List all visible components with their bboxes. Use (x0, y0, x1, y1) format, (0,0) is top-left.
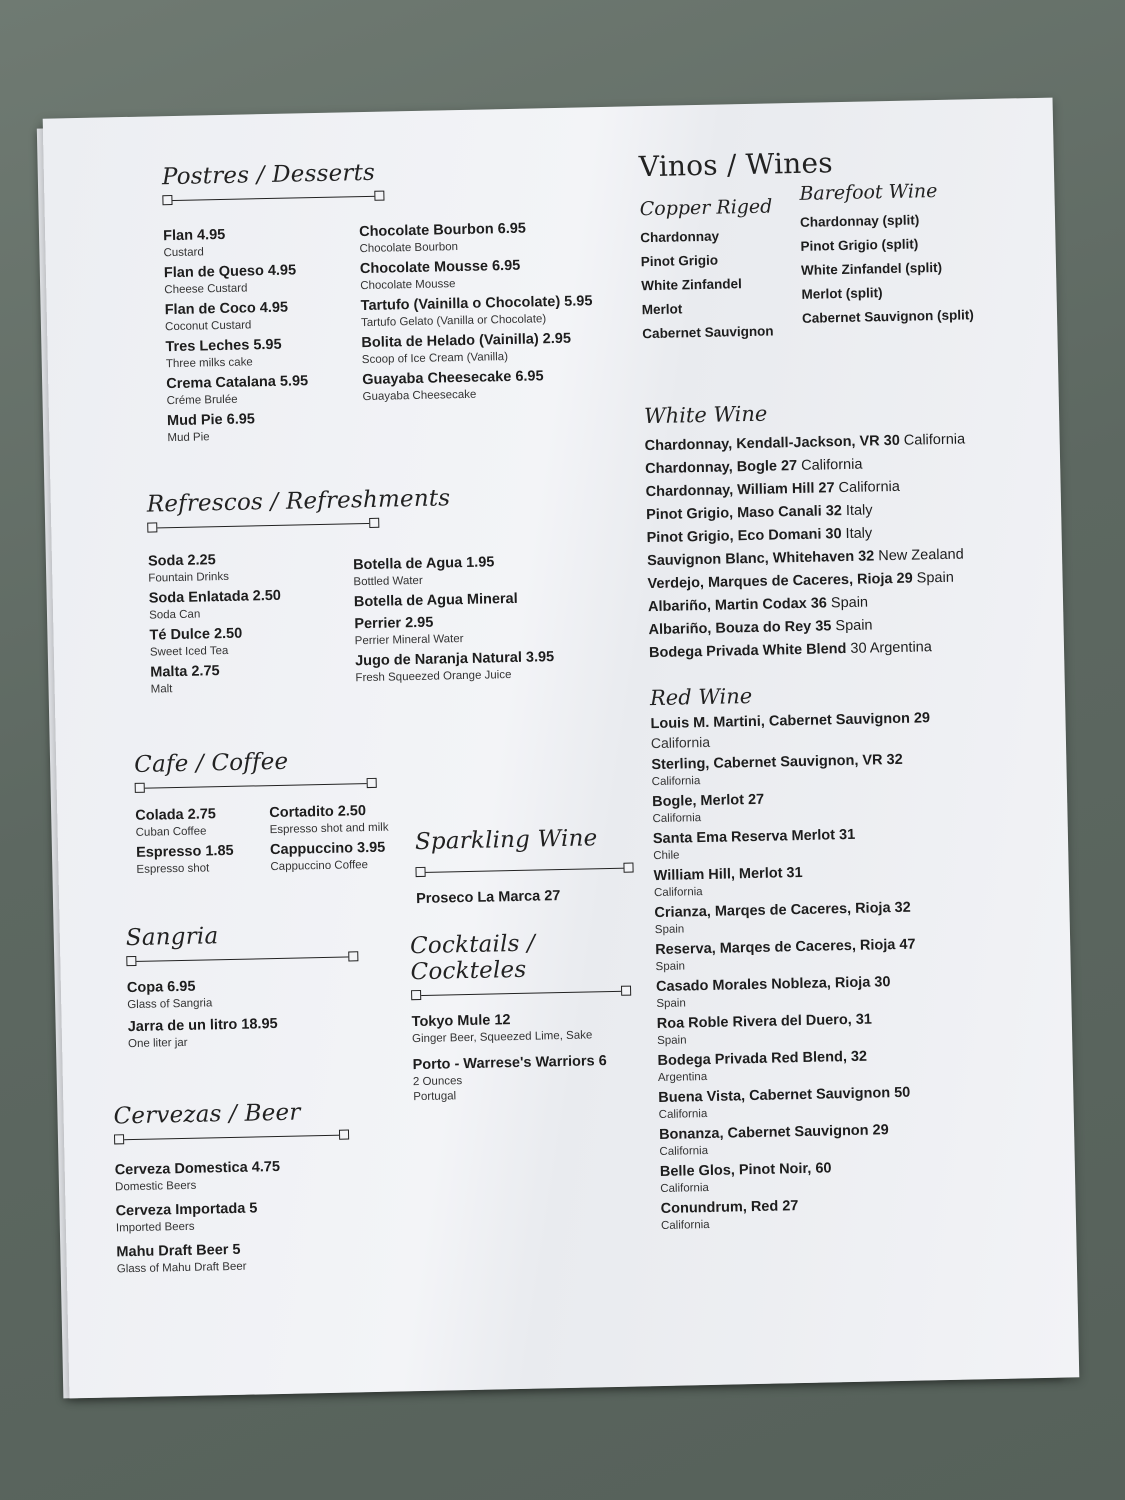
menu-item: Colada 2.75 Cuban Coffee (135, 806, 217, 839)
menu-item: Chocolate Bourbon 6.95 Chocolate Bourbon (358, 220, 527, 256)
wine-item: Bogle, Merlot 27 California (651, 791, 765, 826)
menu-item: Tokyo Mule 12 Ginger Beer, Squeezed Lime, Sake (411, 1012, 593, 1046)
wine-item: Cabernet Sauvignon (642, 323, 774, 342)
white-wine-heading: White Wine (643, 401, 768, 429)
wine-item: Crianza, Marqes de Caceres, Rioja 32 Spain (654, 899, 911, 937)
refreshments-right-column (353, 552, 596, 690)
menu-item: Malta 2.75 Malt (150, 663, 220, 696)
wine-item: Cabernet Sauvignon (split) (801, 307, 974, 326)
wine-item: Pinot Grigio, Maso Canali 32 Italy (645, 502, 873, 524)
sangria-section (126, 920, 379, 1056)
menu-item: Bolita de Helado (Vainilla) 2.95 Scoop of Ice Cream (Vanilla) (361, 330, 572, 367)
menu-item: Perrier 2.95 Perrier Mineral Water (354, 614, 464, 648)
wine-item: White Zinfandel (split) (800, 259, 943, 278)
wine-item: Buena Vista, Cabernet Sauvignon 50 California (658, 1084, 911, 1122)
wine-item: Bonanza, Cabernet Sauvignon 29 California (658, 1122, 889, 1159)
desserts-heading: Postres / Desserts (161, 159, 376, 191)
wine-item: Chardonnay (640, 228, 720, 246)
section-divider (147, 518, 379, 535)
coffee-right-column (269, 802, 411, 879)
wine-item: Roa Roble Rivera del Duero, 31 Spain (656, 1011, 873, 1048)
menu-item: Tres Leches 5.95 Three milks cake (165, 336, 282, 371)
wine-item: Santa Ema Reserva Merlot 31 Chile (652, 826, 856, 863)
wine-item: William Hill, Merlot 31 California (653, 864, 803, 900)
desserts-section (161, 155, 603, 445)
white-wine-list (644, 396, 1049, 668)
menu-item: Flan 4.95 Custard (163, 226, 226, 260)
wine-item: Chardonnay, William Hill 27 California (645, 478, 901, 501)
menu-item: Mahu Draft Beer 5 Glass of Mahu Draft Beer (116, 1241, 247, 1276)
refreshments-left-column (148, 550, 341, 702)
wines-section (638, 142, 1039, 1233)
menu-item: Cerveza Importada 5 Imported Beers (115, 1200, 258, 1235)
coffee-section (133, 746, 405, 876)
barefoot-column (799, 179, 1002, 335)
menu-item: Tartufo (Vainilla o Chocolate) 5.95 Tartufo Gelato (Vanilla or Chocolate) (360, 293, 593, 330)
wine-item: Conundrum, Red 27 California (660, 1198, 799, 1233)
wine-item: Chardonnay (split) (799, 212, 920, 230)
wine-item: Louis M. Martini, Cabernet Sauvignon 29 California (650, 710, 931, 752)
menu-item: Cortadito 2.50 Espresso shot and milk (269, 803, 389, 837)
menu-item: Cerveza Domestica 4.75 Domestic Beers (114, 1158, 281, 1194)
wine-item: Casado Morales Nobleza, Rioja 30 Spain (655, 974, 891, 1011)
copper-riged-column (640, 195, 803, 350)
red-wine-list (650, 678, 1061, 1238)
wine-item: Reserva, Marqes de Caceres, Rioja 47 Spain (655, 936, 916, 974)
wine-item: Pinot Grigio (640, 252, 719, 270)
section-divider (135, 778, 377, 795)
menu-item: Flan de Coco 4.95 Coconut Custard (164, 299, 289, 334)
refreshments-heading: Refrescos / Refreshments (146, 485, 451, 518)
menu-item: Soda 2.25 Fountain Drinks (147, 552, 230, 585)
wine-item: Chardonnay, Kendall-Jackson, VR 30 California (644, 431, 966, 455)
cocktails-heading: Cocktails / Cockteles (409, 930, 536, 986)
wine-item: Merlot (641, 301, 683, 318)
sangria-heading: Sangria (125, 923, 219, 952)
menu-item: Proseco La Marca 27 (415, 888, 561, 908)
menu-item: Guayaba Cheesecake 6.95 Guayaba Cheesecake (362, 368, 544, 404)
menu-item: Soda Enlatada 2.50 Soda Can (148, 587, 282, 622)
beer-heading: Cervezas / Beer (113, 1099, 301, 1130)
menu-sheet (43, 98, 1080, 1399)
copper-riged-heading: Copper Riged (639, 195, 773, 221)
red-wine-heading: Red Wine (649, 683, 753, 711)
wine-item: Albariño, Martin Codax 36 Spain (647, 594, 869, 616)
wine-item: Pinot Grigio (split) (800, 236, 919, 254)
section-divider (415, 863, 633, 880)
desserts-left-column (163, 224, 358, 450)
wine-item: Pinot Grigio, Eco Domani 30 Italy (646, 525, 873, 547)
wines-heading: Vinos / Wines (638, 146, 834, 184)
wine-item: Bodega Privada White Blend 30 Argentina (648, 639, 933, 662)
desserts-right-column (359, 219, 613, 409)
menu-item: Jarra de un litro 18.95 One liter jar (127, 1015, 278, 1051)
wine-item: Sauvignon Blanc, Whitehaven 32 New Zealand (646, 546, 964, 570)
menu-item: Botella de Agua 1.95 Bottled Water (352, 554, 495, 589)
section-divider (162, 191, 384, 208)
section-divider (411, 986, 631, 1003)
menu-item: Jugo de Naranja Natural 3.95 Fresh Squeezed Orange Juice (354, 649, 555, 685)
section-divider (126, 951, 358, 968)
coffee-heading: Cafe / Coffee (133, 748, 289, 778)
menu-item: Mud Pie 6.95 Mud Pie (166, 411, 256, 445)
coffee-left-column (135, 805, 267, 882)
menu-item: Porto - Warrese's Warriors 6 2 Ounces Portugal (412, 1053, 607, 1104)
wine-item: Albariño, Bouza do Rey 35 Spain (648, 617, 873, 639)
wine-item: Merlot (split) (801, 285, 883, 302)
wine-item: Bodega Privada Red Blend, 32 Argentina (657, 1048, 868, 1085)
sparkling-heading: Sparkling Wine (414, 825, 598, 856)
sparkling-section (415, 824, 642, 913)
menu-item: Chocolate Mousse 6.95 Chocolate Mousse (359, 257, 521, 293)
wine-item: Belle Glos, Pinot Noir, 60 California (659, 1160, 832, 1196)
menu-item: Flan de Queso 4.95 Cheese Custard (163, 262, 297, 297)
menu-item: Copa 6.95 Glass of Sangria (126, 978, 213, 1012)
wine-item: Sterling, Cabernet Sauvignon, VR 32 California (651, 751, 903, 789)
wine-item: White Zinfandel (641, 276, 742, 294)
section-divider (114, 1130, 349, 1147)
refreshments-section (146, 482, 598, 696)
menu-item: Cappuccino 3.95 Cappuccino Coffee (269, 839, 386, 874)
menu-item: Crema Catalana 5.95 Créme Brulée (166, 373, 309, 408)
cocktails-section (410, 928, 649, 1109)
menu-item: Botella de Agua Mineral (353, 590, 518, 611)
beer-section (113, 1098, 377, 1281)
wine-item: Chardonnay, Bogle 27 California (645, 456, 863, 478)
wine-item: Verdejo, Marques de Caceres, Rioja 29 Spain (647, 569, 954, 593)
barefoot-heading: Barefoot Wine (799, 179, 938, 205)
menu-item: Espresso 1.85 Espresso shot (135, 842, 234, 876)
menu-item: Té Dulce 2.50 Sweet Iced Tea (149, 625, 243, 659)
